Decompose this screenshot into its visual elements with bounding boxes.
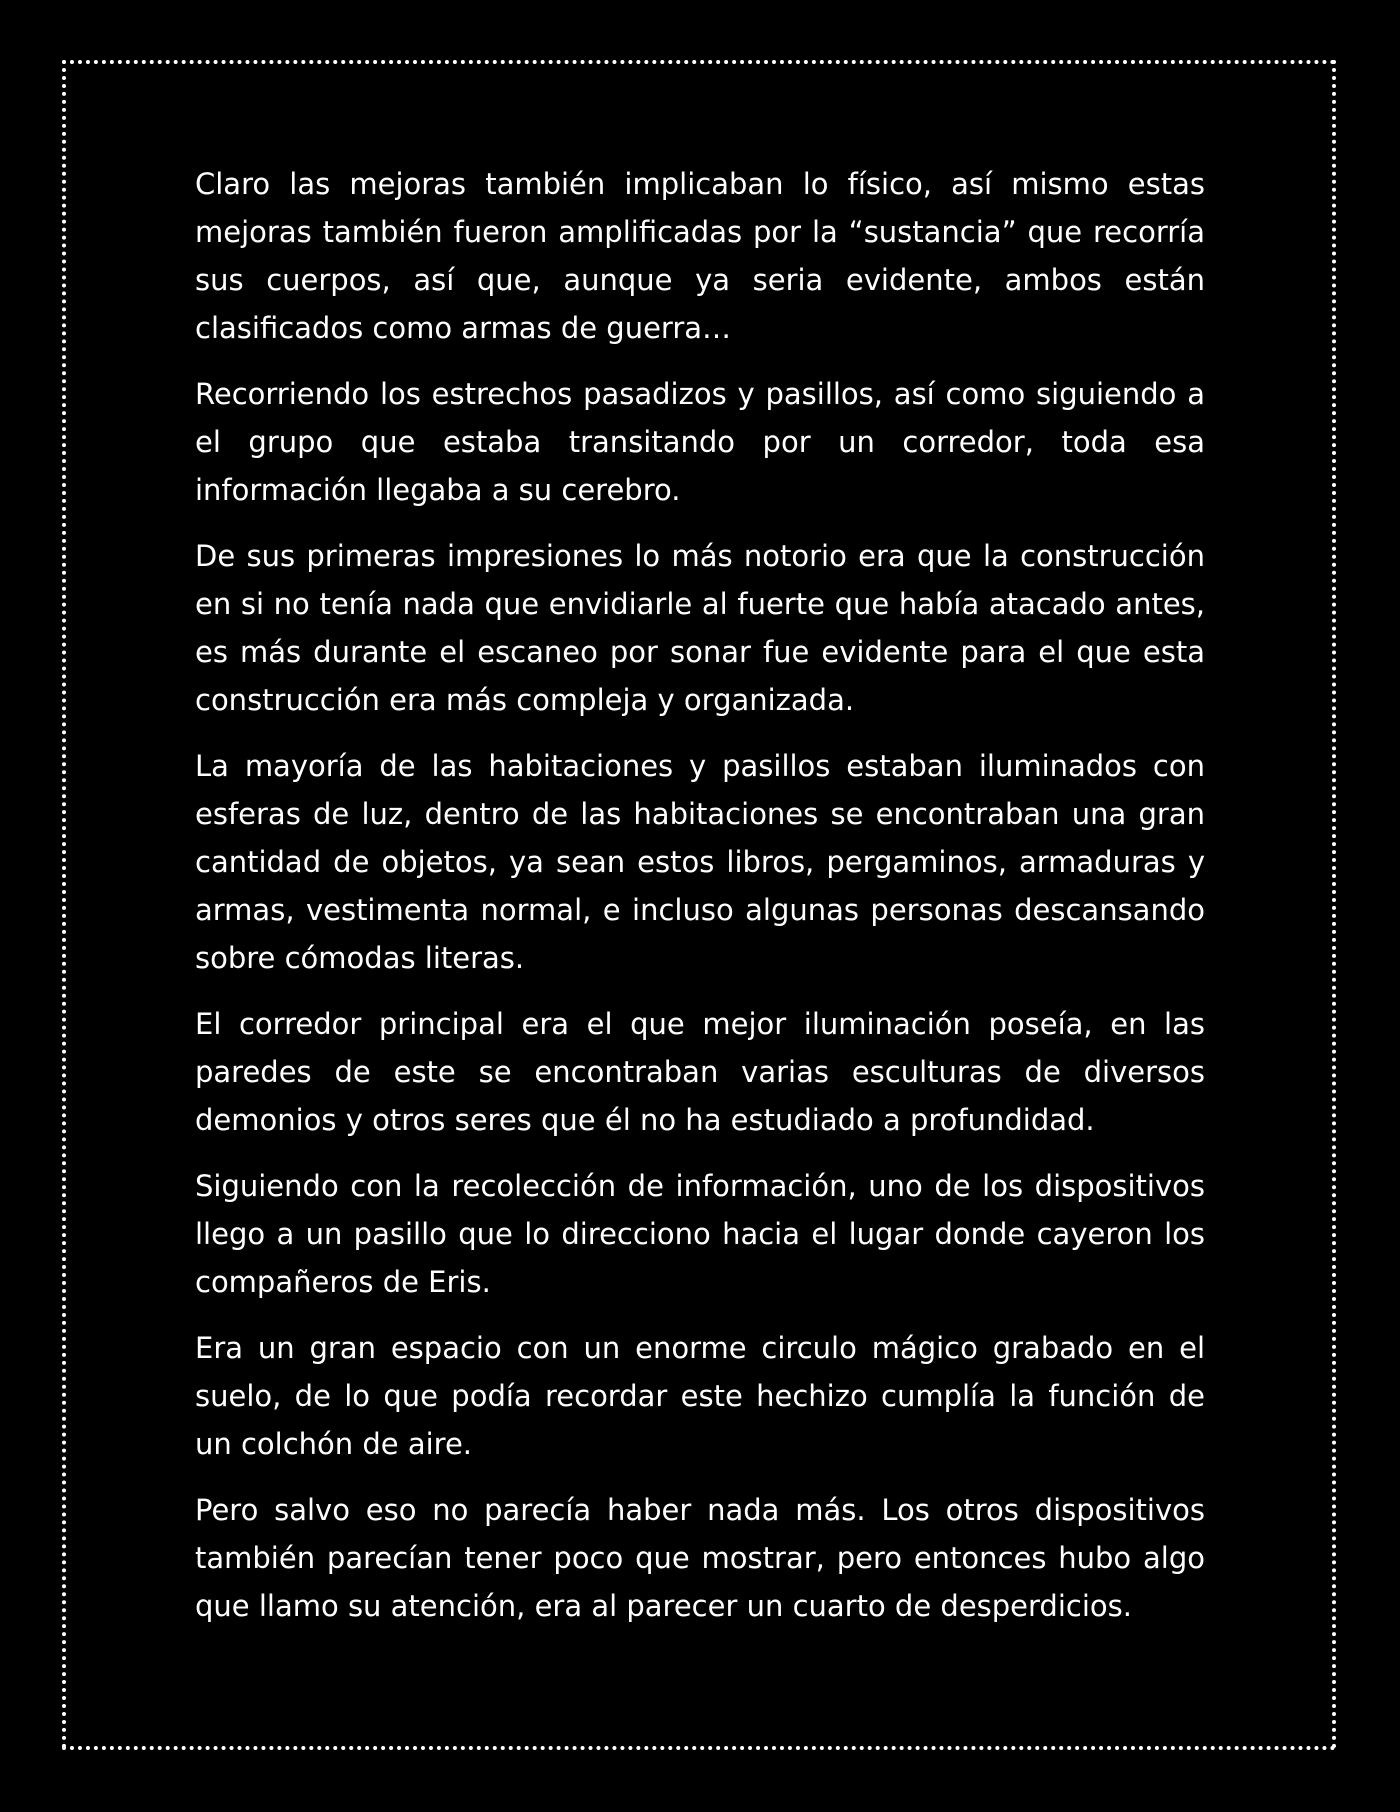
paragraph-8: Pero salvo eso no parecía haber nada más. Los otros dispositivos también parecían tener poco que mostrar, pero entonces hubo algo que llamo su atención, era al parecer un cuarto de desperdicios. [195, 1493, 1205, 1623]
paragraph-4: La mayoría de las habitaciones y pasillos estaban iluminados con esferas de luz, dentro de las habitaciones se encontraban una gran cantidad de objetos, ya sean estos libros, pergaminos, armaduras y armas, vestimenta normal, e incluso algunas personas descansando sobre cómodas literas. [195, 749, 1205, 975]
paragraph-3: De sus primeras impresiones lo más notorio era que la construcción en si no tenía nada que envidiarle al fuerte que había atacado antes, es más durante el escaneo por sonar fue evidente para el que esta construcción era más compleja y organizada. [195, 539, 1205, 717]
paragraph-1: Claro las mejoras también implicaban lo físico, así mismo estas mejoras también fueron amplificadas por la “sustancia” que recorría sus cuerpos, así que, aunque ya seria evidente, ambos están clasificados como armas de guerra… [195, 167, 1205, 345]
paragraph-6: Siguiendo con la recolección de información, uno de los dispositivos llego a un pasillo que lo direcciono hacia el lugar donde cayeron los compañeros de Eris. [195, 1169, 1205, 1299]
paragraph-7: Era un gran espacio con un enorme circulo mágico grabado en el suelo, de lo que podía recordar este hechizo cumplía la función de un colchón de aire. [195, 1331, 1205, 1461]
paragraph-5: El corredor principal era el que mejor iluminación poseía, en las paredes de este se encontraban varias esculturas de diversos demonios y otros seres que él no ha estudiado a profundidad. [195, 1007, 1205, 1137]
paragraph-2: Recorriendo los estrechos pasadizos y pasillos, así como siguiendo a el grupo que estaba transitando por un corredor, toda esa información llegaba a su cerebro. [195, 377, 1205, 507]
text-block [195, 160, 1205, 1648]
